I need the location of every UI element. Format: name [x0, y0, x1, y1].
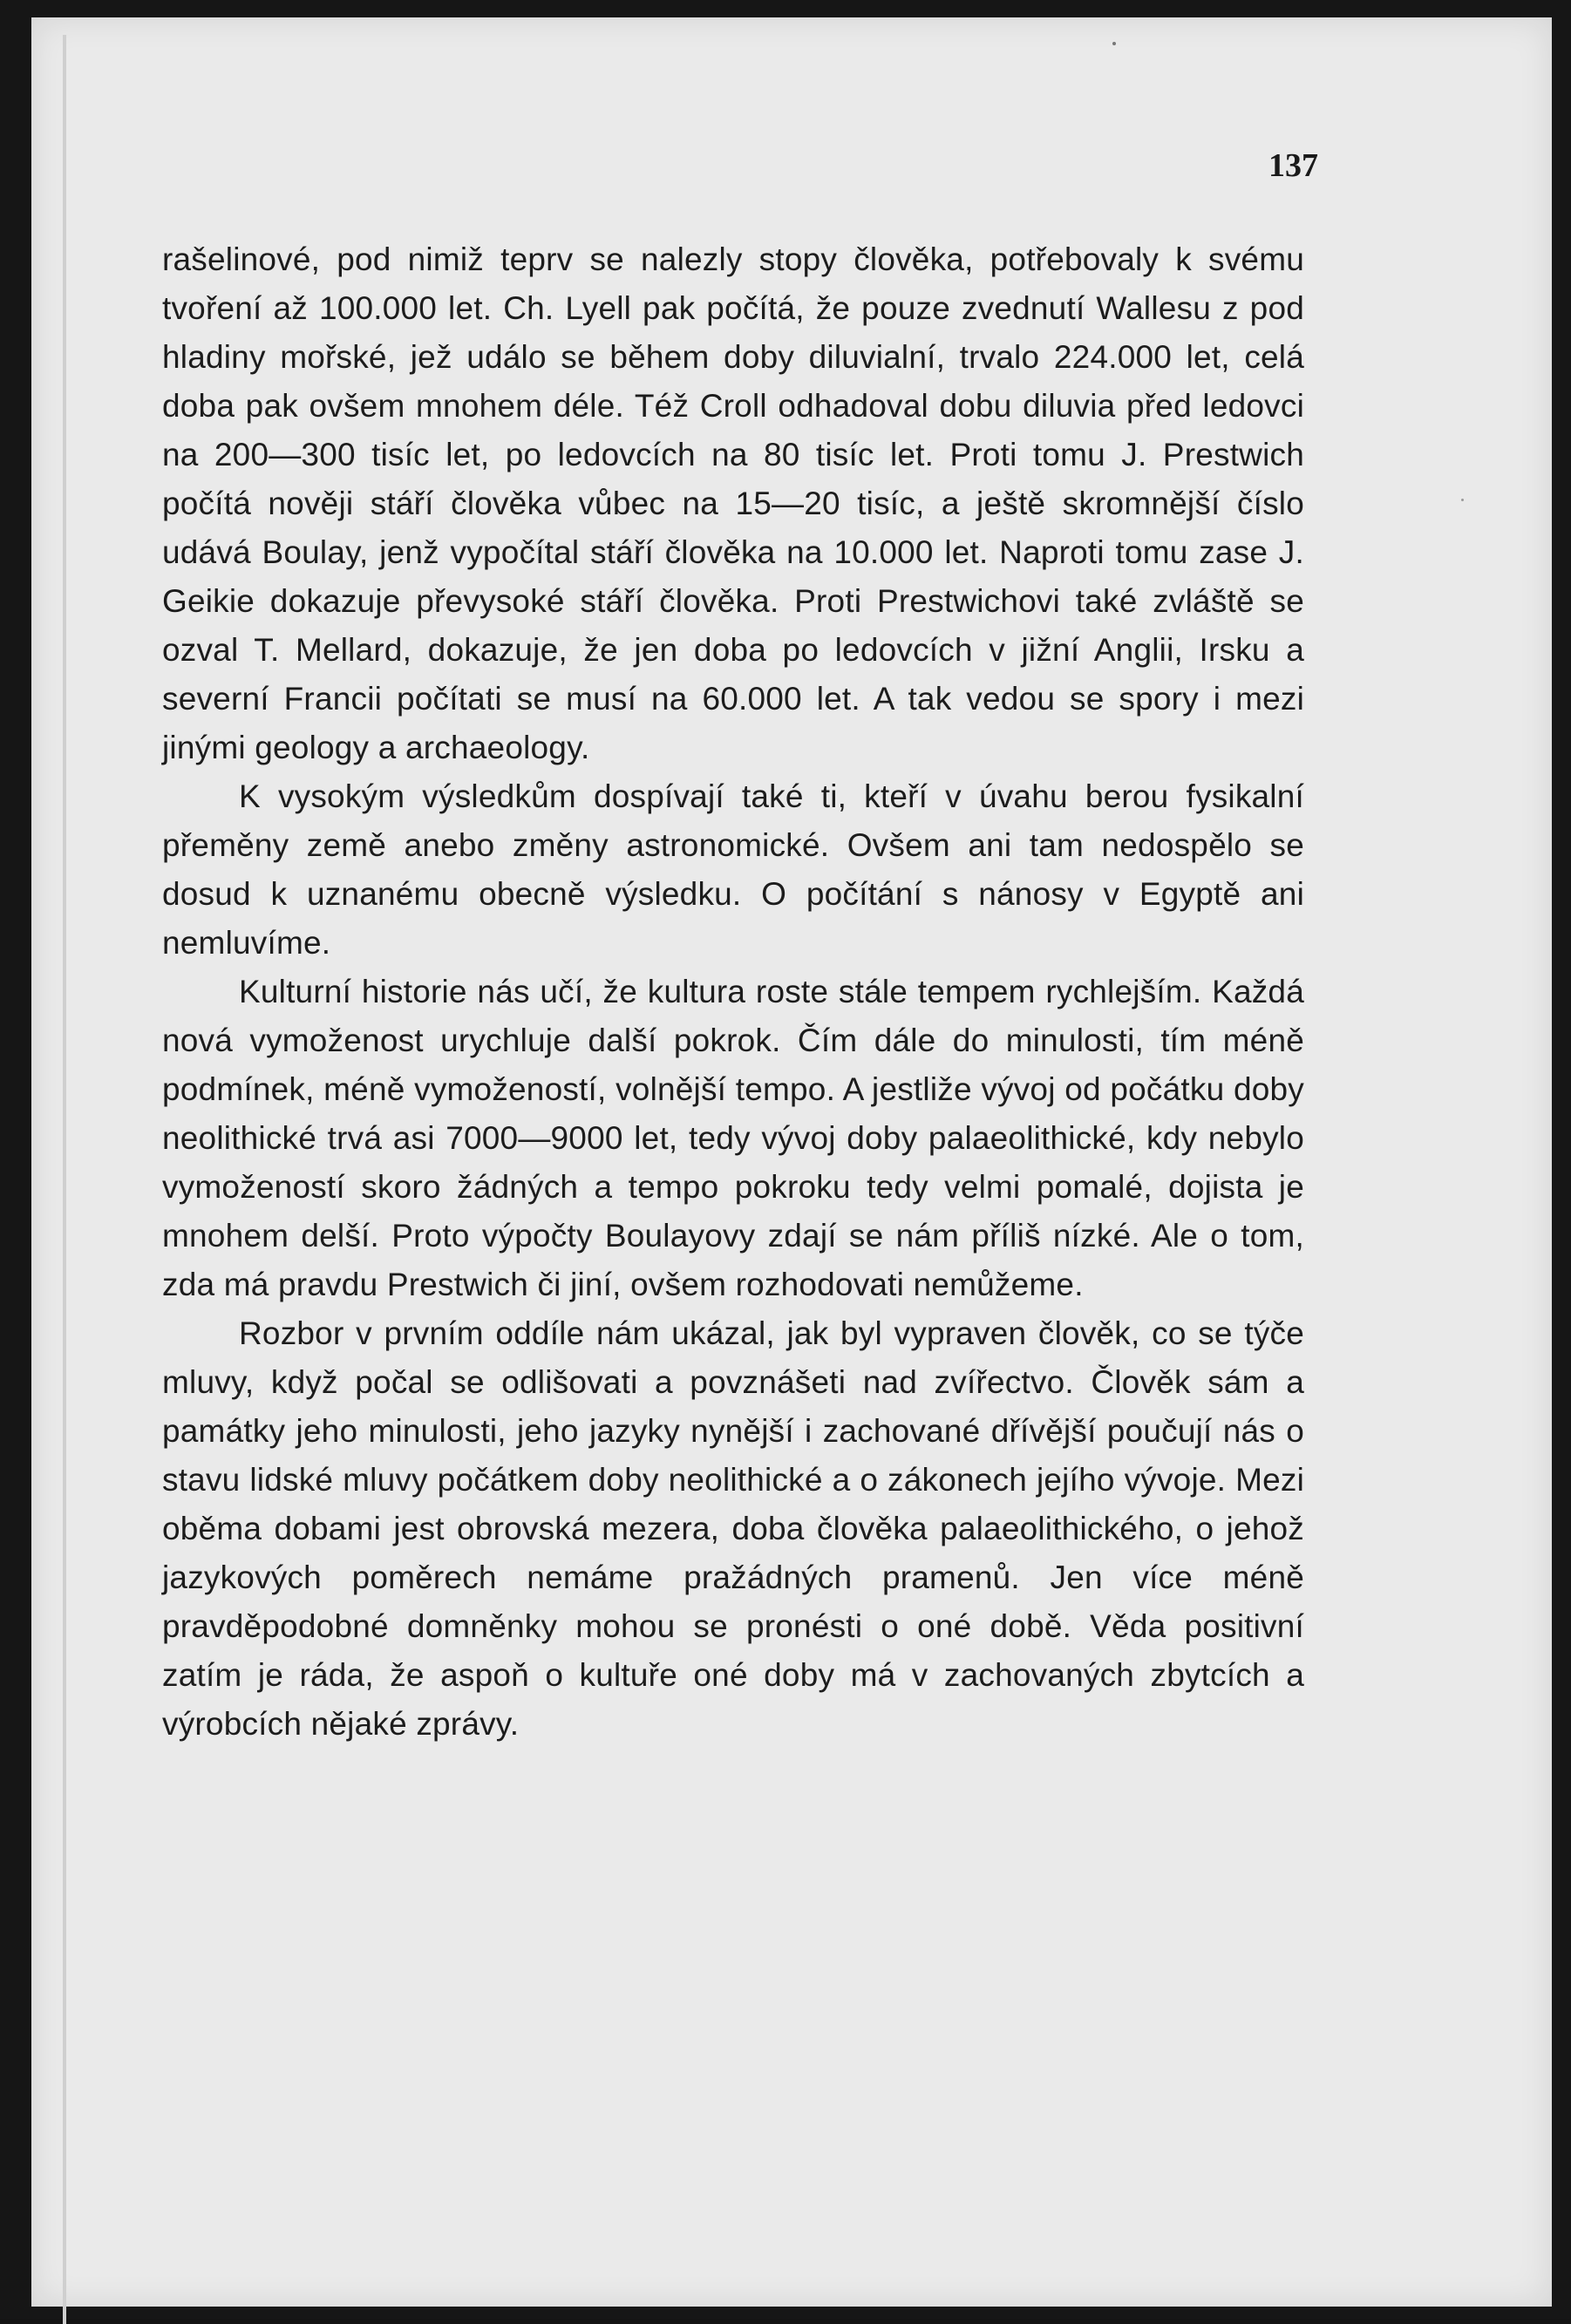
dust-speck	[1461, 499, 1464, 501]
paragraph-2: K vysokým výsledkům dospívají také ti, kteří v úvahu berou fysikalní přeměny země anebo změny astronomické. Ovšem ani tam nedospělo se dosud k uznanému obecně výsledku. O počítání s nánosy v Egyptě ani nemluvíme.	[162, 778, 1304, 961]
paragraph-4: Rozbor v prvním oddíle nám ukázal, jak byl vypraven člověk, co se týče mluvy, když počal se odlišovati a povznášeti nad zvířectvo. Člověk sám a památky jeho minulosti, jeho jazyky nynější i zachované dřívější poučují nás o stavu lidské mluvy počátkem doby neolithické a o zákonech jejího vývoje. Mezi oběma dobami jest obrovská mezera, doba člověka palaeolithického, o jehož jazykových poměrech nemáme pražádných pramenů. Jen více méně pravděpodobné domněnky mohou se pronésti o oné době. Věda positivní zatím je ráda, že aspoň o kultuře oné doby má v zachovaných zbytcích a výrobcích nějaké zprávy.	[162, 1315, 1304, 1742]
page-left-edge	[63, 35, 66, 2324]
page-number: 137	[1268, 147, 1318, 184]
paragraph-3: Kulturní historie nás učí, že kultura roste stále tempem rychlejším. Každá nová vymoženost urychluje další pokrok. Čím dále do minulosti, tím méně podmínek, méně vymožeností, volnější tempo. A jestliže vývoj od počátku doby neolithické trvá asi 7000—9000 let, tedy vývoj doby palaeolithické, kdy nebylo vymožeností skoro žádných a tempo pokroku tedy velmi pomalé, dojista je mnohem delší. Proto výpočty Boulayovy zdají se nám příliš nízké. Ale o tom, zda má pravdu Prestwich či jiní, ovšem rozhodovati nemůžeme.	[162, 974, 1304, 1302]
paragraph-1: rašelinové, pod nimiž teprv se nalezly stopy člověka, potřebovaly k svému tvoření až 100.000 let. Ch. Lyell pak počítá, že pouze zvednutí Wallesu z pod hladiny mořské, jež událo se během doby diluvialní, trvalo 224.000 let, celá doba pak ovšem mnohem déle. Též Croll odhadoval dobu diluvia před ledovci na 200—300 tisíc let, po ledovcích na 80 tisíc let. Proti tomu J. Prestwich počítá nověji stáří člověka vůbec na 15—20 tisíc, a ještě skromnější číslo udává Boulay, jenž vypočítal stáří člověka na 10.000 let. Naproti tomu zase J. Geikie dokazuje převysoké stáří člověka. Proti Prestwichovi také zvláště se ozval T. Mellard, dokazuje, že jen doba po ledovcích v jižní Anglii, Irsku a severní Francii počítati se musí na 60.000 let. A tak vedou se spory i mezi jinými geology a archaeology.	[162, 241, 1304, 765]
dust-speck	[1112, 42, 1116, 45]
body-text	[162, 235, 1304, 1749]
